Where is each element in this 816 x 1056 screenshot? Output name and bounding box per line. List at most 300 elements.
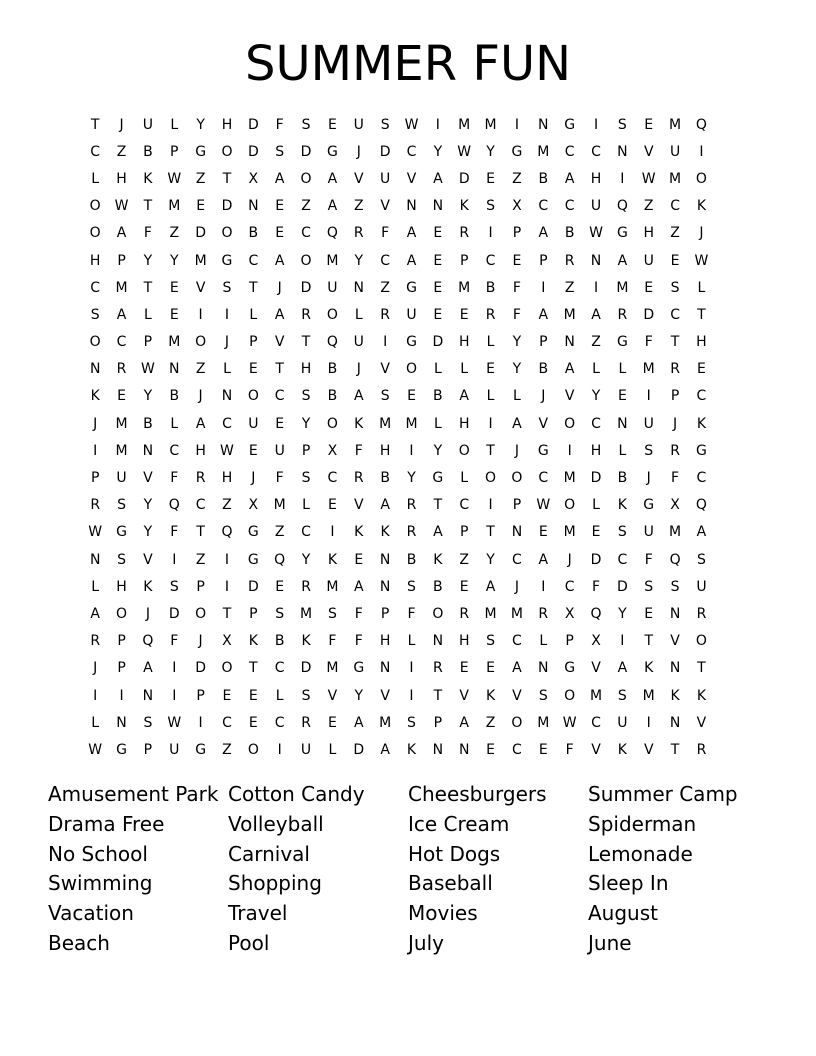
grid-letter: C	[512, 551, 522, 568]
grid-letter: F	[170, 524, 179, 541]
grid-letter: U	[116, 470, 127, 487]
grid-letter: C	[327, 470, 338, 487]
grid-letter: F	[170, 470, 179, 487]
grid-letter: E	[433, 279, 443, 296]
grid-letter: M	[669, 116, 682, 133]
word-list-item: Travel	[228, 901, 288, 926]
grid-letter: M	[458, 279, 471, 296]
grid-letter: E	[486, 170, 495, 187]
grid-row	[82, 329, 742, 356]
grid-letter: I	[409, 442, 414, 459]
grid-letter: I	[224, 306, 230, 323]
grid-letter: A	[353, 388, 364, 405]
grid-letter: K	[617, 497, 627, 514]
grid-letter: H	[221, 470, 233, 487]
grid-letter: K	[90, 388, 100, 405]
grid-letter: O	[432, 605, 444, 622]
grid-letter: N	[379, 660, 391, 677]
grid-letter: J	[514, 442, 519, 459]
grid-letter: N	[538, 660, 549, 677]
word-list-item: Hot Dogs	[408, 841, 501, 866]
grid-row	[82, 410, 742, 437]
grid-letter: V	[195, 279, 206, 296]
word-list-column	[408, 780, 588, 959]
grid-letter: Z	[222, 497, 232, 514]
grid-letter: Q	[695, 116, 707, 133]
grid-letter: Z	[195, 551, 206, 568]
grid-letter: W	[167, 170, 182, 187]
grid-letter: M	[642, 687, 655, 704]
grid-letter: Z	[195, 361, 206, 378]
grid-letter: D	[590, 551, 602, 568]
grid-letter: P	[670, 388, 680, 405]
grid-letter: A	[538, 551, 549, 568]
grid-letter: L	[223, 361, 231, 378]
grid-letter: W	[167, 714, 182, 731]
grid-letter: T	[433, 497, 443, 514]
grid-letter: O	[221, 660, 233, 677]
grid-letter: T	[670, 741, 680, 758]
grid-letter: E	[248, 687, 258, 704]
grid-letter: G	[406, 279, 417, 296]
grid-letter: B	[143, 415, 153, 432]
grid-letter: E	[275, 415, 285, 432]
word-list-item: Spiderman	[588, 811, 697, 836]
grid-letter: T	[670, 334, 680, 351]
grid-letter: H	[195, 442, 206, 459]
grid-letter: P	[249, 334, 258, 351]
grid-letter: P	[301, 442, 311, 459]
grid-letter: C	[195, 497, 206, 514]
grid-letter: M	[326, 252, 339, 269]
grid-letter: M	[484, 605, 497, 622]
grid-letter: Y	[169, 252, 179, 269]
grid-row	[82, 165, 742, 192]
grid-letter: I	[488, 415, 493, 432]
grid-letter: A	[353, 578, 364, 595]
grid-letter: I	[620, 633, 625, 650]
grid-letter: X	[670, 497, 680, 514]
grid-letter: B	[169, 388, 180, 405]
grid-letter: S	[697, 551, 706, 568]
grid-letter: Z	[301, 198, 311, 215]
grid-letter: U	[669, 143, 681, 160]
grid-letter: L	[249, 306, 258, 323]
grid-letter: F	[170, 633, 179, 650]
grid-letter: H	[458, 415, 470, 432]
grid-letter: B	[274, 633, 285, 650]
word-list-item: Cotton Candy	[228, 782, 365, 806]
grid-letter: N	[511, 524, 523, 541]
grid-letter: L	[486, 334, 495, 351]
grid-letter: B	[380, 470, 390, 487]
grid-letter: H	[379, 633, 391, 650]
grid-letter: P	[459, 252, 469, 269]
grid-letter: A	[538, 225, 549, 242]
grid-letter: W	[88, 524, 103, 541]
grid-letter: K	[248, 633, 258, 650]
grid-letter: B	[617, 470, 628, 487]
grid-letter: A	[459, 714, 469, 731]
grid-letter: J	[145, 605, 150, 622]
grid-letter: S	[143, 714, 153, 731]
grid-letter: D	[247, 143, 259, 160]
grid-letter: M	[115, 442, 128, 459]
grid-letter: R	[406, 524, 417, 541]
grid-letter: M	[616, 279, 629, 296]
grid-letter: Z	[512, 170, 522, 187]
grid-letter: N	[169, 361, 180, 378]
grid-letter: S	[644, 578, 654, 595]
grid-letter: T	[275, 361, 284, 378]
grid-letter: A	[485, 578, 496, 595]
grid-letter: E	[169, 306, 179, 323]
grid-letter: A	[116, 306, 127, 323]
grid-letter: O	[695, 633, 707, 650]
grid-letter: E	[459, 660, 469, 677]
grid-letter: F	[644, 334, 653, 351]
grid-letter: I	[198, 714, 203, 731]
grid-letter: C	[222, 714, 232, 731]
grid-letter: V	[512, 687, 522, 704]
grid-letter: I	[409, 687, 414, 704]
grid-letter: M	[379, 415, 392, 432]
grid-letter: I	[514, 116, 519, 133]
grid-letter: T	[196, 524, 205, 541]
grid-letter: C	[222, 415, 232, 432]
grid-letter: V	[380, 687, 390, 704]
grid-letter: S	[486, 633, 496, 650]
grid-letter: O	[247, 741, 259, 758]
grid-letter: Q	[221, 524, 233, 541]
grid-letter: T	[644, 633, 653, 650]
grid-letter: H	[116, 578, 127, 595]
grid-letter: N	[379, 578, 391, 595]
grid-letter: E	[275, 198, 285, 215]
grid-letter: O	[695, 170, 707, 187]
grid-letter: I	[93, 442, 98, 459]
grid-letter: V	[274, 334, 285, 351]
grid-row	[82, 519, 742, 546]
grid-letter: L	[407, 633, 416, 650]
grid-letter: C	[459, 497, 470, 514]
grid-letter: R	[406, 497, 417, 514]
grid-letter: A	[406, 252, 417, 269]
grid-letter: R	[670, 442, 680, 459]
grid-letter: Q	[168, 497, 180, 514]
grid-letter: H	[379, 442, 391, 459]
grid-letter: B	[143, 143, 153, 160]
grid-letter: F	[591, 578, 601, 595]
word-list-item: Amusement Park	[48, 782, 219, 806]
grid-letter: A	[327, 170, 338, 187]
grid-letter: N	[89, 361, 101, 378]
grid-letter: E	[538, 524, 548, 541]
grid-letter: E	[617, 388, 627, 405]
grid-letter: I	[93, 687, 98, 704]
grid-letter: O	[89, 334, 101, 351]
grid-letter: M	[194, 252, 207, 269]
grid-row	[82, 247, 742, 274]
grid-letter: Z	[591, 334, 601, 351]
grid-letter: B	[485, 279, 496, 296]
grid-letter: F	[644, 551, 653, 568]
grid-letter: N	[116, 714, 127, 731]
grid-letter: Y	[301, 415, 311, 432]
grid-letter: S	[275, 143, 285, 160]
grid-letter: Z	[643, 198, 654, 215]
grid-letter: G	[247, 524, 259, 541]
grid-letter: R	[564, 252, 575, 269]
grid-letter: P	[143, 334, 153, 351]
grid-letter: N	[379, 551, 391, 568]
grid-letter: A	[195, 415, 206, 432]
grid-letter: L	[170, 116, 179, 133]
grid-letter: S	[275, 605, 285, 622]
grid-letter: A	[143, 660, 153, 677]
grid-letter: X	[327, 442, 338, 459]
grid-letter: I	[119, 687, 124, 704]
grid-letter: T	[697, 306, 706, 323]
grid-letter: C	[248, 252, 259, 269]
grid-letter: V	[670, 633, 680, 650]
grid-letter: F	[512, 279, 521, 296]
grid-letter: C	[564, 578, 575, 595]
grid-letter: Z	[485, 714, 496, 731]
grid-letter: G	[537, 442, 549, 459]
grid-letter: N	[617, 143, 628, 160]
grid-letter: K	[143, 170, 153, 187]
grid-letter: C	[617, 551, 628, 568]
grid-letter: N	[432, 198, 444, 215]
grid-letter: I	[593, 116, 599, 133]
grid-letter: S	[301, 470, 311, 487]
grid-letter: Y	[354, 252, 364, 269]
grid-letter: U	[353, 116, 364, 133]
word-list-item: Ice Cream	[408, 811, 510, 836]
grid-letter: P	[117, 633, 126, 650]
grid-row	[82, 736, 742, 763]
grid-letter: C	[670, 306, 680, 323]
grid-letter: I	[646, 388, 651, 405]
grid-letter: V	[143, 470, 153, 487]
grid-letter: E	[486, 741, 495, 758]
grid-letter: H	[89, 252, 101, 269]
grid-letter: V	[696, 714, 707, 731]
grid-letter: V	[327, 687, 338, 704]
page-title: SUMMER FUN	[244, 36, 571, 92]
grid-letter: T	[249, 660, 258, 677]
grid-letter: J	[646, 470, 651, 487]
grid-letter: C	[538, 470, 549, 487]
grid-letter: R	[301, 578, 311, 595]
grid-letter: C	[274, 660, 285, 677]
grid-letter: L	[433, 415, 442, 432]
grid-letter: H	[221, 116, 233, 133]
word-list-column	[588, 780, 768, 959]
grid-letter: J	[119, 116, 124, 133]
grid-letter: P	[433, 714, 443, 731]
grid-letter: J	[356, 361, 361, 378]
grid-letter: E	[486, 660, 495, 677]
grid-letter: R	[617, 306, 628, 323]
grid-letter: Y	[301, 551, 311, 568]
grid-letter: F	[354, 442, 363, 459]
grid-letter: S	[538, 687, 548, 704]
grid-letter: I	[409, 660, 414, 677]
grid-letter: J	[251, 470, 256, 487]
grid-letter: K	[696, 415, 707, 432]
grid-letter: R	[301, 714, 311, 731]
grid-letter: A	[274, 252, 285, 269]
grid-letter: M	[537, 143, 550, 160]
grid-letter: C	[512, 633, 522, 650]
grid-letter: O	[195, 334, 207, 351]
grid-letter: F	[275, 116, 284, 133]
grid-letter: V	[591, 741, 601, 758]
grid-letter: S	[117, 551, 126, 568]
grid-letter: A	[274, 306, 285, 323]
grid-letter: N	[564, 334, 575, 351]
grid-letter: I	[699, 143, 704, 160]
grid-letter: Z	[222, 741, 232, 758]
grid-letter: N	[669, 605, 681, 622]
grid-letter: G	[247, 551, 259, 568]
grid-letter: C	[591, 143, 601, 160]
grid-letter: W	[694, 252, 709, 269]
grid-letter: O	[89, 225, 101, 242]
grid-letter: C	[538, 198, 549, 215]
grid-letter: A	[116, 225, 127, 242]
grid-letter: N	[248, 198, 259, 215]
grid-letter: C	[696, 388, 707, 405]
grid-letter: A	[433, 170, 443, 187]
grid-letter: G	[432, 470, 444, 487]
grid-row	[82, 111, 742, 138]
grid-row	[82, 492, 742, 519]
grid-letter: S	[617, 116, 627, 133]
grid-letter: V	[564, 388, 575, 405]
grid-letter: A	[564, 170, 575, 187]
grid-letter: W	[404, 116, 419, 133]
word-list	[48, 780, 768, 959]
grid-letter: M	[300, 605, 313, 622]
grid-letter: K	[327, 551, 337, 568]
grid-letter: N	[669, 660, 681, 677]
grid-row	[82, 220, 742, 247]
grid-letter: C	[116, 334, 127, 351]
word-list-column	[228, 780, 408, 959]
grid-letter: V	[380, 361, 390, 378]
grid-letter: E	[248, 361, 258, 378]
grid-letter: Q	[590, 605, 602, 622]
grid-letter: A	[617, 660, 628, 677]
grid-letter: E	[222, 687, 232, 704]
grid-letter: U	[643, 252, 654, 269]
grid-letter: B	[327, 361, 338, 378]
grid-letter: O	[564, 687, 576, 704]
grid-letter: J	[673, 415, 678, 432]
grid-letter: Y	[354, 687, 364, 704]
grid-letter: J	[93, 415, 98, 432]
grid-letter: T	[222, 605, 232, 622]
grid-letter: J	[198, 633, 203, 650]
grid-row	[82, 600, 742, 627]
grid-letter: A	[274, 170, 285, 187]
grid-letter: O	[326, 306, 338, 323]
grid-letter: N	[538, 116, 549, 133]
grid-letter: E	[538, 741, 548, 758]
grid-letter: P	[143, 741, 153, 758]
grid-letter: V	[591, 660, 601, 677]
grid-letter: I	[541, 279, 546, 296]
word-list-item: Cheesburgers	[408, 782, 547, 806]
word-list-item: Movies	[408, 901, 478, 926]
grid-letter: H	[696, 334, 707, 351]
grid-letter: U	[696, 578, 707, 595]
grid-letter: G	[221, 252, 233, 269]
grid-letter: O	[564, 415, 576, 432]
grid-letter: D	[300, 279, 312, 296]
grid-letter: M	[589, 687, 603, 704]
grid-letter: L	[460, 361, 469, 378]
grid-letter: T	[143, 279, 153, 296]
grid-letter: N	[458, 741, 470, 758]
grid-letter: N	[590, 252, 602, 269]
grid-letter: U	[353, 334, 364, 351]
grid-letter: W	[589, 225, 603, 242]
grid-letter: U	[643, 524, 654, 541]
grid-letter: B	[327, 388, 338, 405]
grid-letter: O	[89, 198, 101, 215]
grid-letter: N	[353, 279, 365, 296]
grid-letter: G	[643, 497, 655, 514]
grid-letter: U	[590, 198, 602, 215]
grid-letter: B	[248, 225, 259, 242]
grid-letter: K	[301, 633, 311, 650]
grid-letter: O	[326, 415, 338, 432]
grid-letter: Z	[274, 524, 285, 541]
grid-letter: R	[459, 605, 470, 622]
grid-letter: L	[354, 306, 363, 323]
grid-letter: H	[590, 170, 602, 187]
grid-letter: S	[486, 198, 496, 215]
grid-letter: P	[117, 252, 126, 269]
grid-letter: T	[90, 116, 100, 133]
grid-letter: N	[617, 415, 628, 432]
grid-letter: E	[644, 116, 654, 133]
grid-letter: L	[460, 470, 469, 487]
grid-letter: K	[670, 687, 680, 704]
grid-letter: W	[114, 198, 129, 215]
grid-letter: E	[275, 225, 285, 242]
grid-letter: W	[536, 497, 551, 514]
grid-letter: U	[248, 415, 259, 432]
grid-letter: H	[458, 633, 470, 650]
grid-letter: B	[564, 225, 575, 242]
grid-letter: S	[301, 388, 311, 405]
grid-letter: C	[564, 143, 575, 160]
grid-letter: Y	[433, 442, 443, 459]
grid-letter: M	[405, 415, 418, 432]
grid-letter: W	[88, 741, 103, 758]
grid-letter: V	[353, 170, 364, 187]
grid-letter: P	[170, 143, 179, 160]
grid-letter: L	[486, 388, 495, 405]
word-list-item: Sleep In	[588, 871, 669, 896]
grid-letter: R	[670, 361, 680, 378]
word-list-item: Vacation	[48, 901, 134, 926]
